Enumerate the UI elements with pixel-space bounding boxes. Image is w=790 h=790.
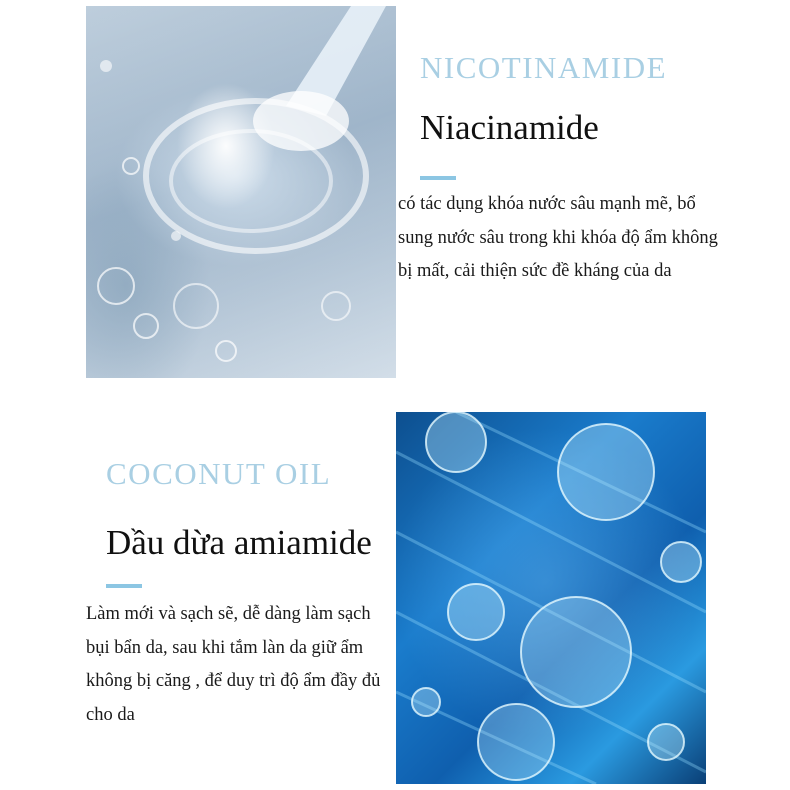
- ingredient-label-en: NICOTINAMIDE: [420, 50, 668, 85]
- ingredient-label-en: COCONUT OIL: [106, 456, 332, 491]
- serum-drop-illustration: [86, 6, 396, 378]
- ingredient-description: có tác dụng khóa nước sâu mạnh mẽ, bổ sung nước sâu trong khi khóa độ ẩm không bị mất, cải thiện sức đề kháng của da: [398, 194, 718, 281]
- droplets-illustration: [396, 412, 706, 784]
- water-droplets-image: [396, 412, 706, 784]
- ingredient-title: Niacinamide: [420, 108, 599, 147]
- ingredient-title: Dầu dừa amiamide: [106, 523, 372, 562]
- accent-divider: [106, 584, 142, 588]
- ingredient-description: Làm mới và sạch sẽ, dễ dàng làm sạch bụi bẩn da, sau khi tắm làn da giữ ẩm không bị căng , để duy trì độ ẩm đầy đủ cho da: [86, 604, 381, 725]
- accent-divider: [420, 176, 456, 180]
- serum-texture-image: [86, 6, 396, 378]
